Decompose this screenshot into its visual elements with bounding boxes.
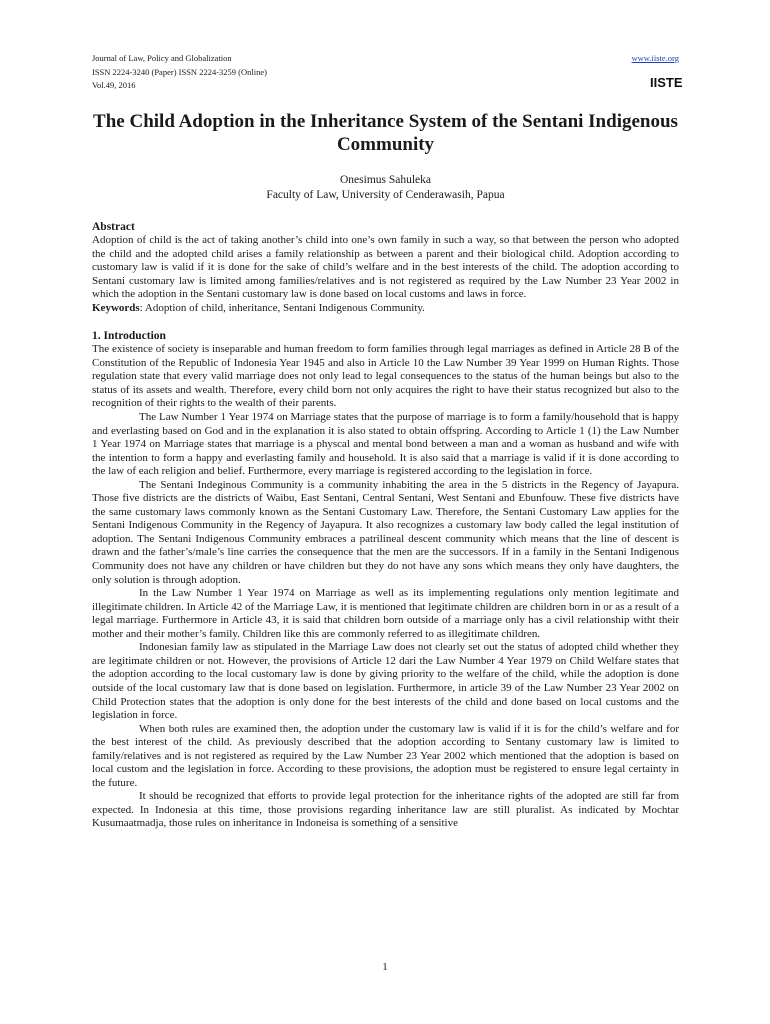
intro-paragraph: The Law Number 1 Year 1974 on Marriage states that the purpose of marriage is to form a family/household that is happy and everlasting based on God and in the explanation it is also stated to obtain offspring. According to Article 1 (1) the Law Number 1 Year 1974 on Marriage states that marriage is a physcal and mental bond between a man and a woman as husband and wife with the intention to form a happy and everlasting family and household. It is also said that a marriage is valid if it is done according to the law of each religion and belief. Furthermore, every marriage is registered according to the legislation in force. <box>92 411 679 478</box>
journal-name: Journal of Law, Policy and Globalization <box>92 53 232 63</box>
author-block <box>92 173 679 203</box>
author-affiliation: Faculty of Law, University of Cenderawasih, Papua <box>266 189 505 201</box>
intro-paragraph: When both rules are examined then, the adoption under the customary law is valid if it is for the child’s welfare and for the best interest of the child. As previously described that the adoption according to Sentany customary law is limited to family/relatives and is not registered as required by the Law Number 23 Year 2002 which mentioned that the adoption is based on local custom and the legislation in force. According to these provisions, the adoption must be registered to ensure legal certainty in the future. <box>92 722 679 789</box>
intro-paragraph: It should be recognized that efforts to provide legal protection for the inheritance rights of the adopted are still far from expected. In Indonesia at this time, those provisions regarding inheritance law are still pluralist. As indicated by Mochtar Kusumaatmadja, those rules on inheritance in Indoneisa is something of a sensitive <box>92 790 679 830</box>
svg-text:IISTE: IISTE <box>650 74 683 90</box>
website-link[interactable]: www.iiste.org <box>631 53 679 63</box>
page-number: 1 <box>382 961 388 973</box>
paper-title: The Child Adoption in the Inheritance System of the Sentani Indigenous Community <box>93 111 678 155</box>
intro-paragraph: Indonesian family law as stipulated in the Marriage Law does not clearly set out the status of adopted child whether they are legitimate children or not. However, the provisions of Article 12 dari the Law Number 4 Year 1979 on Child Welfare states that the adoption according to the local customary law is done by giving priority to the welfare of the child, while the adoption is done outside of the local customary law that is done based on legislation. Furthermore, in article 39 of the Law Number 23 Year 2002 on Child Protection states that the adoption is only done for the best interests of the child and done based on local customs and the legislation in force. <box>92 641 679 722</box>
author-name: Onesimus Sahuleka <box>339 174 432 186</box>
journal-issn: ISSN 2224-3240 (Paper) ISSN 2224-3259 (Online) <box>92 66 267 77</box>
introduction-heading: 1. Introduction <box>92 330 166 343</box>
paper-page <box>92 52 683 831</box>
journal-volume: Vol.49, 2016 <box>92 80 136 91</box>
intro-paragraph: The existence of society is inseparable and human freedom to form families through legal marriages as defined in Article 28 B of the Constitution of the Republic of Indonesia Year 1945 and also in Article 10 the Law Number 39 Year 1999 on Human Rights. Those regulation state that every valid marriage does not only lead to legal consequences to the status of the human beings but also to the status of its assets and wealth. Therefore, every child born not only acquires the right to have their status recognized but also to the recognition of their rights to the wealth of their parents. <box>92 343 679 410</box>
abstract-heading: Abstract <box>92 221 135 233</box>
intro-paragraph: The Sentani Indeginous Community is a community inhabiting the area in the 5 districts in the Regency of Jayapura. Those five districts are the districts of Waibu, East Sentani, Central Sentani, West Sentani and Ebunfouw. These five districts have the same customary laws commonly known as the Sentani Customary Law. Therefore, the Sentani Customary Law applies for the Sentani Indigenous Community in the Regency of Jayapura. It also recognizes a customary law body called the legal institution of adoption. The Sentani Indigenous Community embraces a patrilineal descent community which means that the line of descent is drawn and the father’s/male’s line carries the consequence that the men are the successors. If in a family in the Sentani Indigenous Community does not have any children or have children but they do not have any sons which means they only have daughters, the only solution is through adoption. <box>92 478 679 586</box>
abstract-text: Adoption of child is the act of taking another’s child into one’s own family in such a way, so that between the person who adopted the child and the adopted child arises a family relationship as between a parent and their biological child. Adoption according to customary law is valid if it is done for the sake of child’s welfare and in the best interests of the child. The adoption according to Sentani customary law is limited among families/relatives and is not registered as required by the Law Number 23 Year 2002 in which the adoption in the Sentani customary law is done based on local customs and laws in force. <box>92 234 679 301</box>
keywords-label: Keywords <box>92 301 140 314</box>
journal-meta <box>92 52 679 93</box>
keywords-text: : Adoption of child, inheritance, Sentani Indigenous Community. <box>139 301 425 314</box>
keywords-line <box>92 302 679 316</box>
journal-header <box>92 52 683 96</box>
intro-paragraph: In the Law Number 1 Year 1974 on Marriage as well as its implementing regulations only mention legitimate and illegitimate children. In Article 42 of the Marriage Law, it is mentioned that legitimate children are children born in or as a result of a legal marriage. Furthermore in Article 43, it is said that children born outside of a marriage only has a civil relationship witht their mother and their mother’s family. Children like this are commonly referred to as illegitimate children. <box>92 587 679 640</box>
header-right <box>631 52 683 91</box>
iiste-logo-icon <box>649 69 683 91</box>
